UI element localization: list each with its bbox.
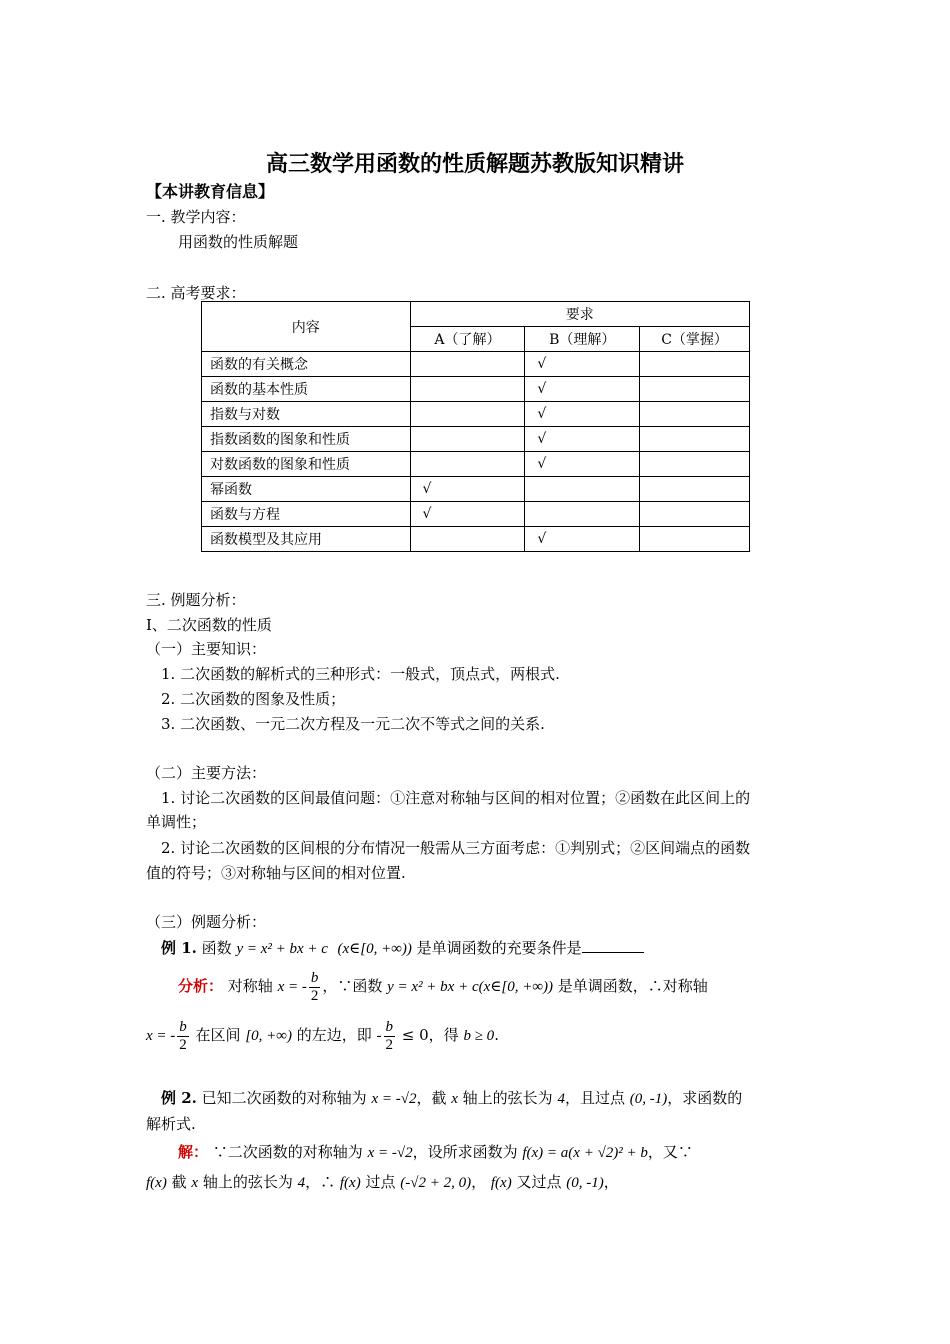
info-header: 【本讲教育信息】 <box>146 182 275 201</box>
method-1-line-1: 1. 讨论二次函数的区间最值问题：①注意对称轴与区间的相对位置；②函数在此区间上的 <box>161 789 751 807</box>
cell-a: √ <box>410 477 525 502</box>
table-header-c: C（掌握） <box>640 327 750 352</box>
cell-b: √ <box>525 352 640 377</box>
text: ， <box>471 1173 487 1191</box>
cell-a <box>410 427 525 452</box>
cell-b: √ <box>525 402 640 427</box>
examples-heading: （三）例题分析： <box>146 913 267 931</box>
cell-c <box>640 477 750 502</box>
cell-b <box>525 477 640 502</box>
formula: x = -√2 <box>367 1145 413 1161</box>
fraction-denominator: 2 <box>179 1036 187 1053</box>
formula: (-√2 + 2, 0) <box>400 1175 472 1191</box>
text: 函数 <box>196 939 237 957</box>
formula: x <box>451 1091 458 1107</box>
cell-a <box>410 402 525 427</box>
text: 轴上的弦长为 <box>198 1173 298 1191</box>
cell-c <box>640 527 750 552</box>
table-row <box>202 352 750 377</box>
table-row <box>202 427 750 452</box>
formula: (0, -1) <box>566 1175 604 1191</box>
cell-a <box>410 377 525 402</box>
text: ∵二次函数的对称轴为 <box>208 1143 368 1161</box>
text: ，截 <box>416 1089 452 1107</box>
table-row <box>202 502 750 527</box>
formula: f(x) = a(x + √2)² + b <box>522 1145 648 1161</box>
analysis-label: 分析： <box>178 977 224 995</box>
text: 过点 <box>360 1173 401 1191</box>
example-1-question <box>161 938 644 960</box>
formula: - <box>376 1028 382 1044</box>
section-2-heading: 二. 高考要求： <box>146 284 246 302</box>
cell-a <box>410 527 525 552</box>
row-label: 对数函数的图象和性质 <box>202 452 411 477</box>
formula: y = x² + bx + c <box>236 941 328 957</box>
text: 是单调函数，∴对称轴 <box>553 977 708 995</box>
part-1-heading: Ⅰ、二次函数的性质 <box>146 616 272 634</box>
table-row <box>202 402 750 427</box>
fraction-denominator: 2 <box>385 1036 394 1053</box>
knowledge-item-3: 3. 二次函数、一元二次方程及一元二次不等式之间的关系. <box>161 715 545 733</box>
cell-c <box>640 377 750 402</box>
fraction <box>309 970 321 1004</box>
cell-c <box>640 452 750 477</box>
text: 已知二次函数的对称轴为 <box>196 1089 372 1107</box>
table-header-content: 内容 <box>202 302 411 352</box>
formula: f(x) <box>339 1175 361 1191</box>
section-3-heading: 三. 例题分析： <box>146 591 246 609</box>
row-label: 函数模型及其应用 <box>202 527 411 552</box>
cell-a <box>410 352 525 377</box>
table-header-a: A（了解） <box>410 327 525 352</box>
table-row <box>202 477 750 502</box>
example-2-label: 例 2. <box>161 1089 197 1107</box>
fraction <box>384 1019 396 1053</box>
fraction-numerator: b <box>385 1019 394 1035</box>
text: ，求函数的 <box>667 1089 743 1107</box>
cell-a <box>410 452 525 477</box>
cell-b: √ <box>525 452 640 477</box>
answer-blank <box>582 938 644 953</box>
cell-b: √ <box>525 377 640 402</box>
text: ，又∵ <box>647 1143 693 1161</box>
cell-c <box>640 402 750 427</box>
cell-c <box>640 352 750 377</box>
row-label: 指数函数的图象和性质 <box>202 427 411 452</box>
formula: [0, +∞) <box>245 1028 292 1044</box>
knowledge-heading: （一）主要知识： <box>146 640 267 658</box>
formula: x = -√2 <box>371 1091 417 1107</box>
text: 在区间 <box>190 1026 246 1044</box>
method-1-line-2: 单调性； <box>146 813 207 831</box>
solution-label: 解： <box>178 1143 209 1161</box>
knowledge-item-1: 1. 二次函数的解析式的三种形式：一般式，顶点式，两根式. <box>161 665 560 683</box>
text: 对称轴 <box>223 977 278 995</box>
text: 的左边，即 <box>291 1026 377 1044</box>
cell-b: √ <box>525 527 640 552</box>
row-label: 函数的有关概念 <box>202 352 411 377</box>
row-label: 指数与对数 <box>202 402 411 427</box>
formula: (0, -1) <box>629 1091 668 1107</box>
text: ，∵函数 <box>322 977 388 995</box>
method-2-line-2: 值的符号；③对称轴与区间的相对位置. <box>146 864 406 882</box>
cell-c <box>640 502 750 527</box>
method-heading: （二）主要方法： <box>146 764 267 782</box>
text: ，∴ <box>305 1173 340 1191</box>
fraction-numerator: b <box>310 970 319 986</box>
table-row <box>202 452 750 477</box>
formula: f(x) <box>146 1175 167 1191</box>
formula: 4 <box>297 1175 306 1191</box>
text: ，设所求函数为 <box>412 1143 523 1161</box>
page-title: 高三数学用函数的性质解题苏教版知识精讲 <box>265 151 684 177</box>
row-label: 函数的基本性质 <box>202 377 411 402</box>
formula: x <box>191 1175 199 1191</box>
knowledge-item-2: 2. 二次函数的图象及性质； <box>161 690 346 708</box>
example-1-label: 例 1. <box>161 939 197 957</box>
cell-a: √ <box>410 502 525 527</box>
text: 轴上的弦长为 <box>457 1089 558 1107</box>
fraction-denominator: 2 <box>310 987 319 1004</box>
text: 是单调函数的充要条件是 <box>411 939 582 957</box>
cell-b: √ <box>525 427 640 452</box>
example-2-solution-line-2 <box>146 1173 619 1194</box>
formula: x = - <box>146 1028 176 1044</box>
row-label: 函数与方程 <box>202 502 411 527</box>
formula: f(x) <box>490 1175 512 1191</box>
table-row <box>202 377 750 402</box>
requirements-table <box>201 301 750 552</box>
formula: y = x² + bx + c(x∈[0, +∞)) <box>387 979 554 995</box>
example-2-question-line-1 <box>161 1089 742 1110</box>
section-1-content: 用函数的性质解题 <box>178 233 299 251</box>
cell-b <box>525 502 640 527</box>
table-row <box>202 527 750 552</box>
text: 截 <box>166 1173 192 1191</box>
table-header-requirement: 要求 <box>410 302 749 327</box>
formula: b ≥ 0 <box>463 1028 495 1044</box>
row-label: 幂函数 <box>202 477 411 502</box>
text: ， <box>603 1173 619 1191</box>
example-2-question-line-2: 解析式. <box>146 1115 196 1133</box>
cell-c <box>640 427 750 452</box>
section-1-heading: 一. 教学内容： <box>146 208 246 226</box>
table-header-b: B（理解） <box>525 327 640 352</box>
formula: x = - <box>277 979 307 995</box>
fraction-numerator: b <box>179 1019 187 1035</box>
example-1-analysis-line-2 <box>146 1012 499 1059</box>
text: 又过点 <box>511 1173 567 1191</box>
method-2-line-1: 2. 讨论二次函数的区间根的分布情况一般需从三方面考虑：①判别式；②区间端点的函数 <box>161 839 751 857</box>
text: . <box>494 1026 499 1044</box>
example-1-analysis-line-1 <box>178 963 708 1010</box>
text: ≤ 0，得 <box>397 1026 464 1044</box>
formula: 4 <box>557 1091 565 1107</box>
text: ，且过点 <box>564 1089 630 1107</box>
example-2-solution-line-1 <box>178 1143 693 1164</box>
fraction <box>177 1019 189 1053</box>
domain: (x∈[0, +∞)) <box>337 941 412 957</box>
